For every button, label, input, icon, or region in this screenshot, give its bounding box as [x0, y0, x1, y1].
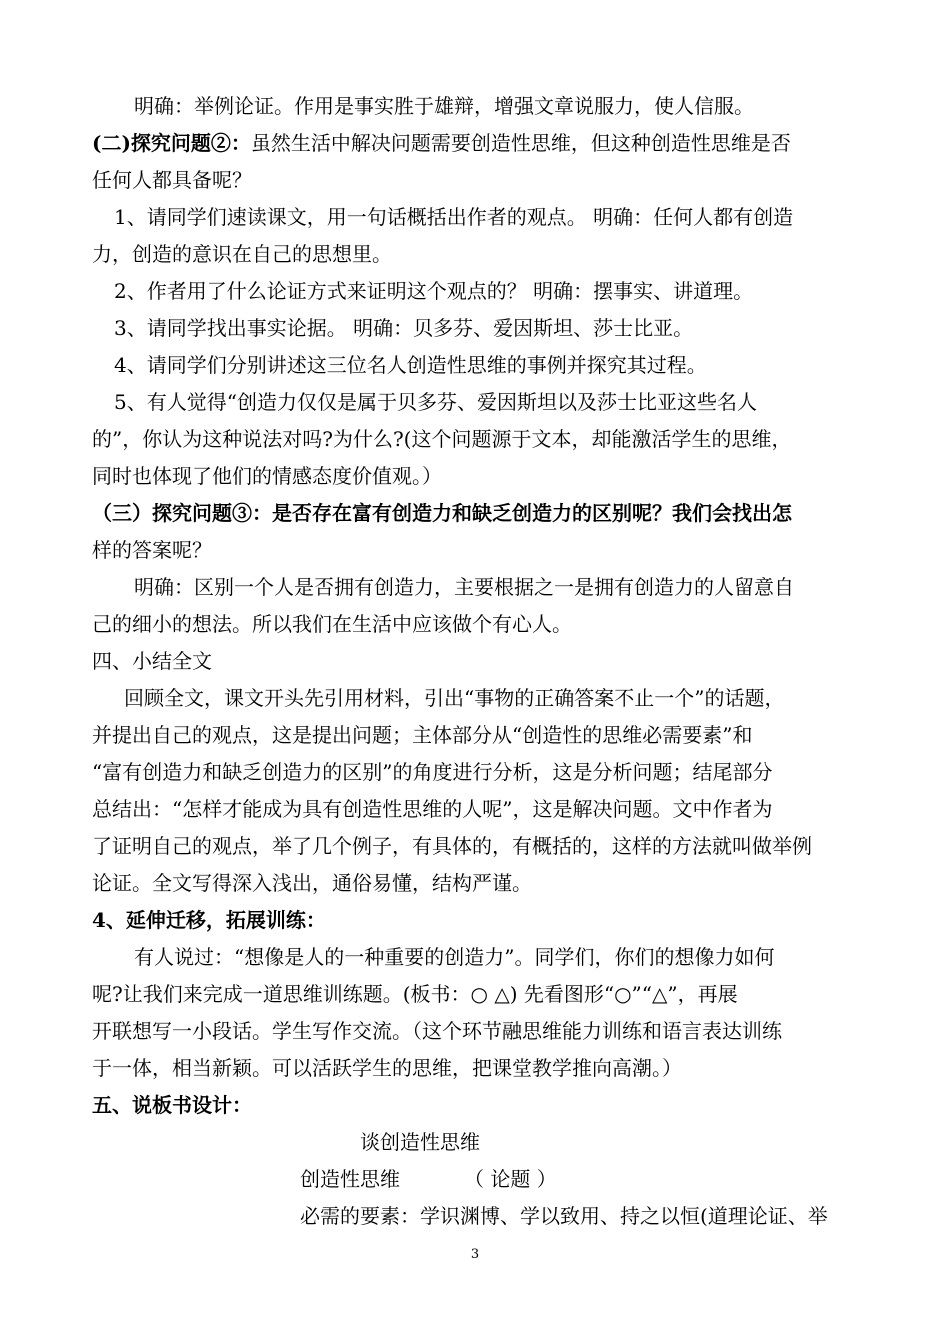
text-line: 必需的要素：学识渊博、学以致用、持之以恒(道理论证、举	[300, 1204, 828, 1228]
text-line: 5、有人觉得“创造力仅仅是属于贝多芬、爱因斯坦以及莎士比亚这些名人	[114, 390, 757, 414]
paragraph-summary	[92, 680, 872, 902]
text-line: 回顾全文，课文开头先引用材料，引出“事物的正确答案不止一个”的话题，	[124, 686, 785, 710]
board-topic: 创造性思维	[300, 1167, 400, 1191]
text-line: 任何人都具备呢？	[92, 168, 252, 192]
section-extension-heading	[92, 902, 872, 939]
text-line: 总结出：“怎样才能成为具有创造性思维的人呢”，这是解决问题。文中作者为	[92, 797, 773, 821]
text-line: “富有创造力和缺乏创造力的区别”的角度进行分析，这是分析问题；结尾部分	[92, 760, 773, 784]
board-topic-row	[300, 1161, 860, 1198]
text-line: 明确：区别一个人是否拥有创造力，主要根据之一是拥有创造力的人留意自	[134, 575, 794, 599]
text-line: 呢?让我们来完成一道思维训练题。(板书：○ △) 先看图形“○”“△”，再展	[92, 982, 738, 1006]
section-heading: （三）探究问题③：是否存在富有创造力和缺乏创造力的区别呢？我们会找出怎	[92, 501, 792, 525]
text-line: 于一体，相当新颖。可以活跃学生的思维，把课堂教学推向高潮。）	[92, 1056, 682, 1080]
text-line: 并提出自己的观点，这是提出问题；主体部分从“创造性的思维必需要素”和	[92, 723, 753, 747]
paragraph-question-2	[92, 125, 872, 199]
text-line: 2、作者用了什么论证方式来证明这个观点的？ 明确：摆事实、讲道理。	[114, 279, 754, 303]
section-heading: 4、延伸迁移，拓展训练：	[92, 908, 326, 932]
text-line: 了证明自己的观点，举了几个例子，有具体的，有概括的，这样的方法就叫做举例	[92, 834, 812, 858]
section-summary-heading	[92, 643, 872, 680]
paragraph-item-2	[114, 273, 894, 384]
text-line: 虽然生活中解决问题需要创造性思维，但这种创造性思维是否	[250, 131, 791, 155]
paragraph-answer-1	[134, 88, 874, 125]
text-line: 4、请同学们分别讲述这三位名人创造性思维的事例并探究其过程。	[114, 353, 707, 377]
board-topic-label: （ 论题 ）	[464, 1167, 557, 1191]
paragraph-item-5	[92, 384, 872, 495]
paragraph-item-1	[92, 199, 872, 273]
text-line: 1、请同学们速读课文，用一句话概括出作者的观点。 明确：任何人都有创造	[114, 205, 794, 229]
section-heading: 五、说板书设计：	[92, 1093, 252, 1117]
text-line: 论证。全文写得深入浅出，通俗易懂，结构严谨。	[92, 871, 532, 895]
paragraph-question-3	[92, 495, 872, 569]
text-line: 开联想写一小段话。学生写作交流。（这个环节融思维能力训练和语言表达训练	[92, 1019, 782, 1043]
text-line: 的”，你认为这种说法对吗?为什么?(这个问题源于文本，却能激活学生的思维，	[92, 427, 792, 451]
text-line: 明确：举例论证。作用是事实胜于雄辩，增强文章说服力，使人信服。	[134, 94, 754, 118]
board-title	[360, 1124, 860, 1161]
text-line: 己的细小的想法。所以我们在生活中应该做个有心人。	[92, 612, 572, 636]
paragraph-answer-3	[92, 569, 872, 643]
paragraph-extension	[92, 939, 872, 1087]
board-elements-row	[300, 1198, 860, 1235]
text-line: 有人说过：“想像是人的一种重要的创造力”。同学们，你们的想像力如何	[134, 945, 775, 969]
section-heading: (二)探究问题②：	[92, 131, 251, 155]
text-line: 3、请同学找出事实论据。 明确：贝多芬、爱因斯坦、莎士比亚。	[114, 316, 694, 340]
text-line: 谈创造性思维	[360, 1130, 480, 1154]
page-number: 3	[470, 1247, 480, 1262]
text-line: 同时也体现了他们的情感态度价值观。）	[92, 464, 442, 488]
text-line: 样的答案呢？	[92, 538, 212, 562]
text-line: 力，创造的意识在自己的思想里。	[92, 242, 392, 266]
section-heading: 四、小结全文	[92, 649, 212, 673]
section-board-heading	[92, 1087, 872, 1124]
